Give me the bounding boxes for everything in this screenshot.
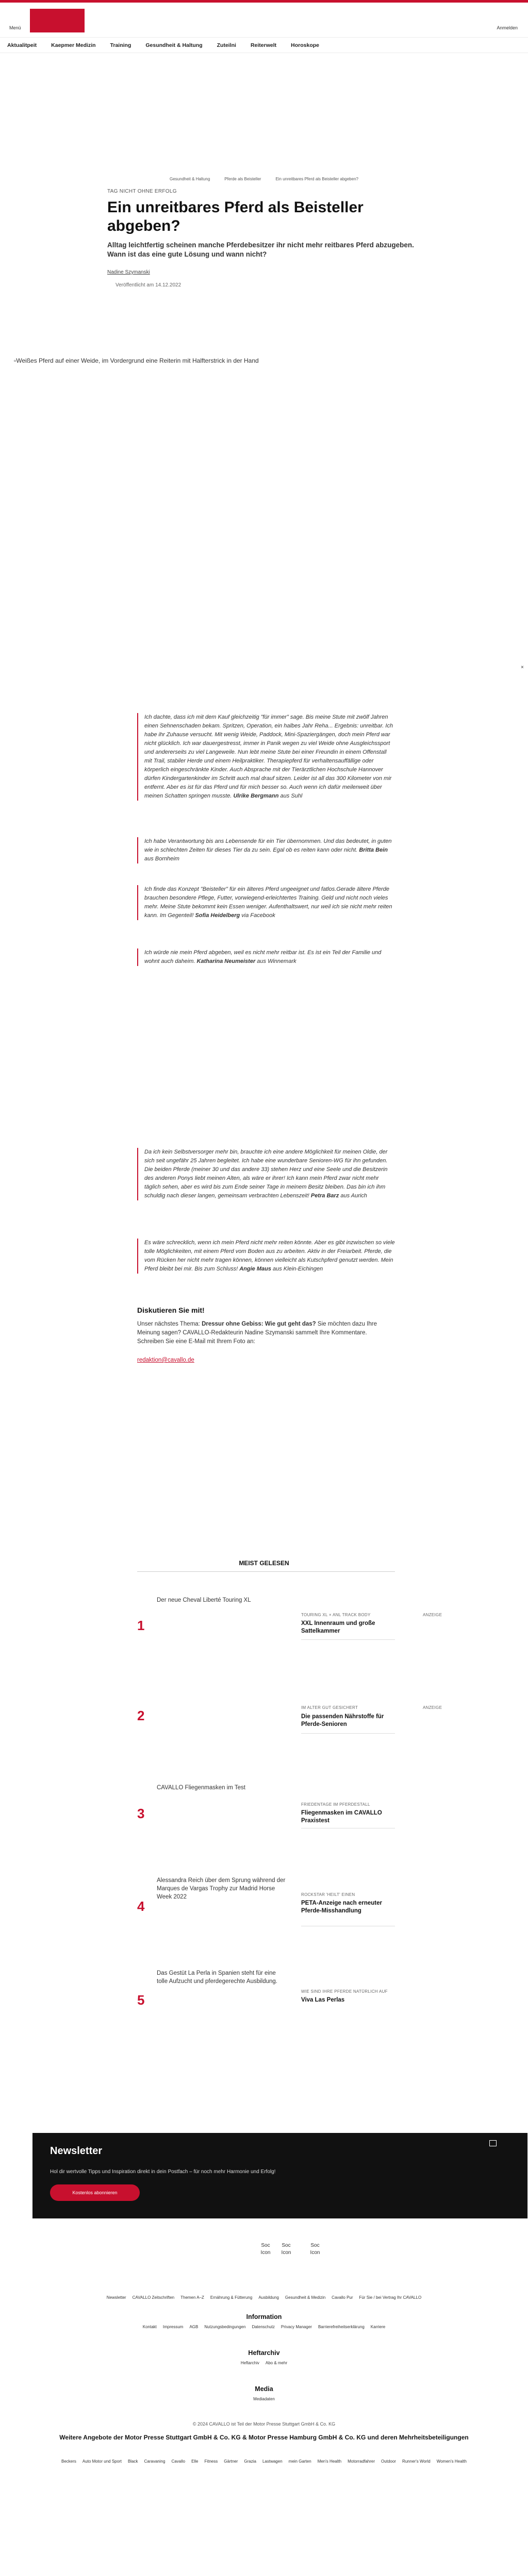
hero-image-alt <box>14 357 259 364</box>
article-kicker: TAG NICHT OHNE ERFOLG <box>107 189 177 194</box>
breadcrumb <box>0 177 528 181</box>
footer-brands-title: Weitere Angebote der Motor Presse Stuttgart GmbH & Co. KG & Motor Presse Hamburg GmbH & Co. KG und deren Mehrheitsbeteiligungen <box>59 2434 469 2441</box>
footer-link[interactable]: Gesundheit & Medizin <box>285 2295 326 2300</box>
social-icon[interactable]: Soc Icon <box>260 2243 271 2256</box>
footer-link[interactable]: Men's Health <box>317 2459 342 2464</box>
teaser-title[interactable]: Die passenden Nährstoffe für Pferde-Senioren <box>301 1714 384 1727</box>
footer-link[interactable]: Kontakt <box>142 2325 157 2329</box>
discussion-body: Sie möchten dazu Ihre Meinung sagen? CAVALLO-Redakteurin Nadine Szymanski sammelt Ihre Kommentare. Schreiben Sie eine E-Mail mit Ihrem Foto an: <box>137 1321 377 1345</box>
quote-origin: aus Bornheim <box>144 856 179 862</box>
teaser-category: WIE SIND IHRE PFERDE NATÜRLICH AUF <box>301 1989 388 1994</box>
newsletter-subscribe-button[interactable]: Kostenlos abonnieren <box>50 2184 140 2201</box>
footer-link[interactable]: Themen A–Z <box>180 2295 204 2300</box>
teaser-category: TOURING XL × ANL TRACK BODY <box>301 1613 371 1617</box>
quote-text: Ich habe Verantwortung bis ans Lebensende für ein Tier übernommen. Und das bedeutet, in guten wie in schlechten Zeiten für dieses Tier da zu sein. Egal ob es reiten kann oder nicht. <box>144 838 392 853</box>
footer-archive-links <box>0 2361 528 2365</box>
reader-quote <box>137 1148 395 1200</box>
cavallo-logo[interactable] <box>30 9 85 32</box>
reader-quote <box>137 1239 395 1274</box>
quote-author: Ulrike Bergmann <box>233 793 279 799</box>
quote-author: Katharina Neumeister <box>196 958 256 964</box>
ad-badge: ANZEIGE <box>423 1705 442 1710</box>
footer-link[interactable]: Auto Motor und Sport <box>82 2459 122 2464</box>
footer-link[interactable]: Ausbildung <box>258 2295 279 2300</box>
teaser-image-alt[interactable]: Das Gestüt La Perla in Spanien steht für eine tolle Aufzucht und pferdegerechte Ausbildung. <box>157 1970 278 1985</box>
footer-link[interactable]: Elle <box>191 2459 199 2464</box>
footer-brand-links <box>41 2458 487 2466</box>
reader-quote <box>137 885 395 920</box>
discussion-topic: Dressur ohne Gebiss: Wie gut geht das? <box>202 1321 316 1327</box>
footer-link[interactable]: Lastwagen <box>262 2459 283 2464</box>
close-icon[interactable] <box>489 2140 497 2146</box>
teaser-title[interactable]: XXL Innenraum und große Sattelkammer <box>301 1620 375 1634</box>
most-read-heading: MEIST GELESEN <box>239 1560 289 1567</box>
footer-top-links <box>0 2295 528 2300</box>
breadcrumb-item[interactable]: Pferde als Beisteller <box>224 177 261 181</box>
quote-origin: aus Aurich <box>339 1193 367 1199</box>
account-link[interactable]: Anmelden <box>497 25 518 30</box>
quote-text: Ich finde das Konzept "Beisteller" für ein älteres Pferd ungeeignet und fatlos.Gerade ältere Pferde brauchen besondere Pflege, Futter, vorwiegend-erleichtertes Training. Geld und nicht noch vieles mehr. Meine Stute bekommt kein Essen weniger. Aufenthaltswert, nur weil ich sie nicht mehr reiten kann. Im Gegenteil! <box>144 886 392 919</box>
nav-item[interactable]: Reiterwelt <box>250 42 277 48</box>
reader-quote <box>137 713 395 801</box>
quote-author: Angie Maus <box>239 1266 271 1272</box>
newsletter-box <box>32 2133 527 2218</box>
footer-link[interactable]: Für Sie / bei Vertrag Ihr CAVALLO <box>359 2295 422 2300</box>
footer-media-links <box>0 2397 528 2401</box>
footer-link[interactable]: Privacy Manager <box>280 2325 312 2329</box>
footer-link[interactable]: Fitness <box>204 2459 218 2464</box>
footer-info-title: Information <box>246 2313 282 2320</box>
footer-link[interactable]: Cavallo <box>171 2459 186 2464</box>
teaser-title[interactable]: PETA-Anzeige nach erneuter Pferde-Misshandlung <box>301 1900 382 1914</box>
quote-author: Sofia Heidelberg <box>195 912 240 919</box>
author-link[interactable]: Nadine Szymanski <box>107 269 150 275</box>
quote-origin: aus Winnemark <box>255 958 296 964</box>
footer-link[interactable]: Heftarchiv <box>240 2361 259 2365</box>
footer-link[interactable]: Ernährung & Fütterung <box>210 2295 253 2300</box>
rank-number: 5 <box>137 1992 145 2008</box>
quote-origin: aus Klein-Eichingen <box>271 1266 323 1272</box>
discussion-lead: Unser nächstes Thema: <box>137 1321 202 1327</box>
hero-image-alt-text: Weißes Pferd auf einer Weide, im Vordergrund eine Reiterin mit Halfterstrick in der Hand <box>16 357 259 364</box>
footer-link[interactable]: Women's Health <box>436 2459 467 2464</box>
footer-link[interactable]: Caravaning <box>144 2459 166 2464</box>
footer-link[interactable]: mein Garten <box>288 2459 311 2464</box>
quote-author: Petra Barz <box>310 1193 339 1199</box>
close-icon[interactable]: × <box>521 665 524 670</box>
email-link[interactable]: redaktion@cavallo.de <box>137 1357 194 1363</box>
footer-link[interactable]: Black <box>127 2459 138 2464</box>
quote-text: Da ich kein Selbstversorger mehr bin, brauchte ich eine andere Möglichkeit für meinen Oldie, der sich seit ungefähr 25 Jahren begleitet. Ich habe eine wunderbare Senioren-WG für ihn gefunden. Die beiden Pferde (meiner 30 und das andere 33) stehen Herz und eine Seele und die Besitzerin des anderen Ponys liebt meinen Alten, als wäre er ihrer! Ich kann mein Pferd zwar nicht mehr täglich sehen, aber es wird bis zum Ende seiner Tage in meinem Besitz bleiben. Das bin ich ihm schuldig nach dieser langen, gemeinsam verbrachten Lebenszeit! <box>144 1149 388 1199</box>
quote-origin: via Facebook <box>240 912 275 919</box>
nav-item[interactable]: Aktualitpeit <box>7 42 37 48</box>
rank-number: 2 <box>137 1708 145 1723</box>
teaser-image-alt[interactable]: Der neue Cheval Liberté Touring XL <box>157 1597 251 1603</box>
reader-quote <box>137 948 395 966</box>
footer-link[interactable]: Impressum <box>162 2325 184 2329</box>
footer-link[interactable]: Abo & mehr <box>265 2361 288 2365</box>
footer-link[interactable]: Grazia <box>244 2459 256 2464</box>
nav-item[interactable]: Horoskope <box>291 42 319 48</box>
divider <box>301 1733 395 1734</box>
quote-text: Ich dachte, dass ich mit dem Kauf gleichzeitig "für immer" sage. Bis meine Stute mit zwölf Jahren einen Sehnenschaden bekam. Spritzen, Operation, ein halbes Jahr Reha... Ergebnis: unreitbar. Ich habe ihr Zuhause versucht. Mit wenig Weide, Paddock, Mini-Spaziergängen, doch mein Pferd war nicht glücklich. Ich war dauergestresst, immer in Panik wegen zu viel Weide ohne Ausgleichssport und andererseits zu viel Langeweile. Nun lebt meine Stute bei einer Freundin in einem Offenstall mit Trail, stabiler Herde und einem Heilpraktiker. Therapiepferd für verhaltensauffällige oder körperlich eingeschränkte Kinder. Auch Absprache mit der Tierärztlichen Hochschule Hannover dürfen Kindergartenkinder im Schritt auch mal drauf sitzen. Leider ist all das 300 Kilometer von mir entfernt. Aber es ist für das Pferd und für mich besser so. Auch wenn ich dafür meilenweit über meinen Schatten springen musste. <box>144 714 393 799</box>
site-header <box>0 3 528 38</box>
social-icon[interactable]: Soc Icon <box>310 2243 320 2256</box>
breadcrumb-item: Ein unreitbares Pferd als Beisteller abgeben? <box>275 177 358 181</box>
nav-item[interactable]: Training <box>110 42 131 48</box>
divider <box>137 1571 395 1572</box>
publish-date: Veröffentlicht am 14.12.2022 <box>116 282 182 288</box>
quote-text: Es wäre schrecklich, wenn ich mein Pferd nicht mehr reiten könnte. Aber es gibt inzwischen so viele tolle Möglichkeiten, mit einem Pferd vom Boden aus zu arbeiten. Aktiv in der Freiarbeit. Pferde, die vom Rücken her nicht mehr tragen können, können vielleicht als Kutschpferd genutzt werden. Mein Pferd bleibt bei mir. Bis zum Schluss! <box>144 1240 395 1272</box>
footer-link[interactable]: CAVALLO Zeitschriften <box>132 2295 175 2300</box>
rank-number: 1 <box>137 1618 145 1633</box>
newsletter-title: Newsletter <box>50 2145 103 2157</box>
menu-button[interactable]: Menü <box>9 25 21 30</box>
footer-link[interactable]: Beckers <box>61 2459 76 2464</box>
discussion-text <box>137 1320 395 1346</box>
main-nav <box>0 38 528 53</box>
teaser-category: IM ALTER GUT GESICHERT <box>301 1705 358 1710</box>
teaser-image-alt[interactable]: CAVALLO Fliegenmasken im Test <box>157 1785 245 1791</box>
teaser-title[interactable]: Viva Las Perlas <box>301 1997 345 2003</box>
copyright: © 2024 CAVALLO ist Teil der Motor Presse Stuttgart GmbH & Co. KG <box>192 2421 336 2427</box>
footer-link[interactable]: Newsletter <box>106 2295 126 2300</box>
footer-link[interactable]: Runner's World <box>402 2459 431 2464</box>
teaser-title[interactable]: Fliegenmasken im CAVALLO Praxistest <box>301 1810 382 1824</box>
quote-text: Ich würde nie mein Pferd abgeben, weil es nicht mehr reitbar ist. Es ist ein Teil der Familie und wohnt auch daheim. <box>144 950 382 964</box>
footer-link[interactable]: Outdoor <box>381 2459 396 2464</box>
footer-link[interactable]: Karriere <box>370 2325 386 2329</box>
reader-quote <box>137 837 395 863</box>
footer-link[interactable]: Motorradfahrer <box>348 2459 375 2464</box>
footer-link[interactable]: Barrierefreiheitserklärung <box>318 2325 365 2329</box>
divider <box>301 1639 395 1640</box>
quote-author: Britta Bein <box>359 847 388 853</box>
ad-badge: ANZEIGE <box>423 1613 442 1617</box>
article-teaser: Alltag leichtfertig scheinen manche Pferdebesitzer ihr nicht mehr reitbares Pferd abzugeben. Wann ist das eine gute Lösung und wann nicht? <box>107 241 414 258</box>
nav-item[interactable]: Gesundheit & Haltung <box>145 42 203 48</box>
footer-media-title: Media <box>255 2385 273 2393</box>
footer-link[interactable]: Datenschutz <box>252 2325 275 2329</box>
article-title: Ein unreitbares Pferd als Beisteller abgeben? <box>107 199 364 234</box>
footer-link[interactable]: Mediadaten <box>253 2397 275 2401</box>
footer-link[interactable]: Gärtner <box>224 2459 238 2464</box>
social-icon[interactable]: Soc Icon <box>281 2243 291 2256</box>
footer-archive-title: Heftarchiv <box>248 2349 280 2357</box>
nav-item[interactable]: Kaepmer Medizin <box>51 42 96 48</box>
quote-origin: aus Suhl <box>278 793 303 799</box>
article-header <box>99 189 429 288</box>
teaser-category: FRIEDENTAGE IM PFERDESTALL <box>301 1802 370 1807</box>
teaser-category: ROCKSTAR 'HEILT' EINEN <box>301 1892 355 1897</box>
rank-number: 3 <box>137 1806 145 1821</box>
footer-info-links <box>0 2325 528 2329</box>
footer-link[interactable]: AGB <box>189 2325 199 2329</box>
breadcrumb-item[interactable]: Gesundheit & Haltung <box>170 177 210 181</box>
discussion-title: Diskutieren Sie mit! <box>137 1306 205 1314</box>
footer-link[interactable]: Nutzungsbedingungen <box>204 2325 246 2329</box>
newsletter-text: Hol dir wertvolle Tipps und Inspiration direkt in dein Postfach – für noch mehr Harmonie und Erfolg! <box>50 2169 276 2175</box>
nav-item[interactable]: Zuteilni <box>217 42 236 48</box>
rank-number: 4 <box>137 1899 145 1914</box>
teaser-image-alt[interactable]: Alessandra Reich über dem Sprung während der Marques de Vargas Trophy zur Madrid Horse Week 2022 <box>157 1877 286 1900</box>
broken-image-icon: ▫ <box>14 357 16 364</box>
footer-link[interactable]: Cavallo Pur <box>332 2295 353 2300</box>
